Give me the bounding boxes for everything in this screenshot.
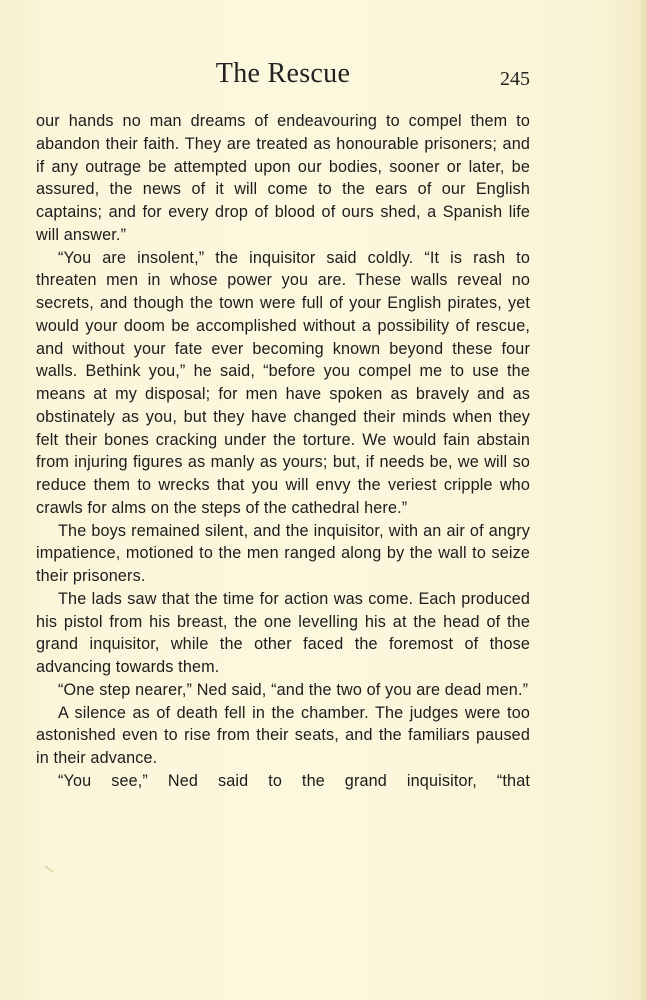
page-number: 245 bbox=[500, 68, 530, 90]
paragraph-silence: A silence as of death fell in the chamber. The judges were too astonished even to rise from their seats, and the familiars paused in their advance. bbox=[36, 703, 530, 767]
body-text bbox=[36, 110, 530, 793]
paragraph-inquisitor-threat: “You are insolent,” the inquisitor said coldly. “It is rash to threaten men in whose power you are. These walls reveal no secrets, and though the town were full of your English pirates, yet would your doom be accomplished without a possibility of rescue, and without your fate ever becoming known beyond these four walls. Bethink you,” he said, “before you compel me to use the means at my disposal; for men have spoken as bravely and as obstinately as you, but they have changed their minds when they felt their bones cracking under the torture. We would fain abstain from injuring figures as manly as yours; but, if needs be, we will so reduce them to wrecks that you will envy the veriest cripple who crawls for alms on the steps of the cathedral here.” bbox=[36, 248, 530, 517]
running-title: The Rescue bbox=[215, 58, 351, 89]
paper-speck bbox=[44, 865, 53, 872]
page-header bbox=[36, 58, 530, 98]
paragraph-you-see: “You see,” Ned said to the grand inquisitor, “that bbox=[58, 771, 530, 790]
page-edge-shadow bbox=[639, 0, 647, 1000]
paragraph-one-step: “One step nearer,” Ned said, “and the two of you are dead men.” bbox=[58, 680, 529, 699]
paragraph-boys-silent: The boys remained silent, and the inquisitor, with an air of angry impatience, motioned to the men ranged along by the wall to seize their prisoners. bbox=[36, 521, 530, 585]
paragraph-continuation: our hands no man dreams of endeavouring to compel them to abandon their faith. They are treated as honourable prisoners; and if any outrage be attempted upon our bodies, sooner or later, be assured, the news of it will come to the ears of our English captains; and for every drop of blood of ours shed, a Spanish life will answer.” bbox=[36, 112, 530, 244]
paragraph-pistols: The lads saw that the time for action was come. Each produced his pistol from his breast, the one levelling his at the head of the grand inquisitor, while the other faced the foremost of those advancing towards them. bbox=[36, 589, 530, 676]
